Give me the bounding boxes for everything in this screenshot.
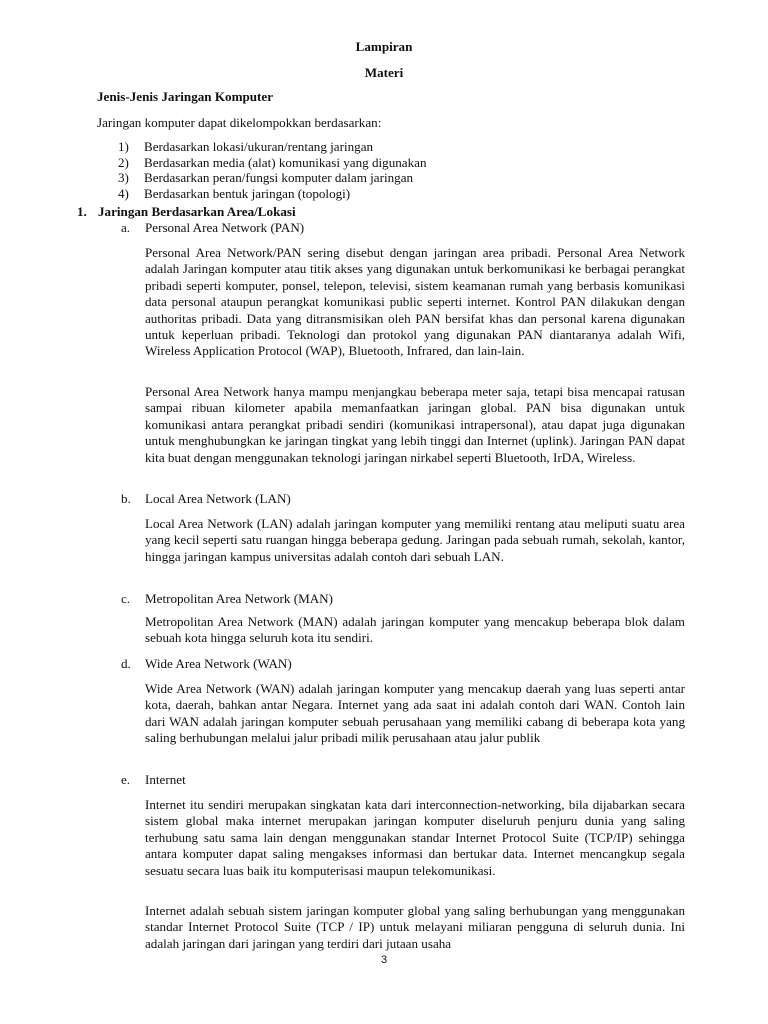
- list-text: Berdasarkan media (alat) komunikasi yang digunakan: [144, 154, 427, 170]
- list-text: Berdasarkan bentuk jaringan (topologi): [144, 185, 351, 201]
- subsection-letter: d.: [121, 656, 131, 671]
- wan-paragraph: Wide Area Network (WAN) adalah jaringan komputer yang mencakup daerah yang luas seperti antar kota, daerah, bahkan antar Negara. Internet yang ada saat ini adalah contoh dari WAN. Contoh lain dari WAN adalah jaringan komputer sebuah perusahaan yang memiliki cabang di beberapa kota yang saling berhubungan melalui jalur pribadi milik perusahaan atau jalur publik: [145, 681, 685, 746]
- subsection-letter: b.: [121, 491, 131, 506]
- subsection-man-heading: [121, 591, 333, 607]
- section-number: 1.: [77, 204, 87, 219]
- page-title: Lampiran: [355, 39, 413, 54]
- list-text: Berdasarkan lokasi/ukuran/rentang jaringan: [144, 139, 374, 154]
- page-subtitle: Materi: [364, 65, 404, 80]
- pan-paragraph-1: Personal Area Network/PAN sering disebut dengan jaringan area pribadi. Personal Area Network adalah Jaringan komputer atau titik akses yang digunakan untuk berkomunikasi ke berbagai perangkat pribadi seperti komputer, ponsel, telepon, televisi, sistem keamanan rumah yang berbasis komunikasi data personal ataupun perangkat komunikasi public seperti internet. Kontrol PAN dilakukan dengan authoritas pribadi. Data yang ditransmisikan oleh PAN bersifat khas dan personal karena digunakan untuk keperluan pribadi. Teknologi dan protokol yang digunakan PAN diantaranya adalah Wifi, Wireless Application Protocol (WAP), Bluetooth, Infrared, dan lain-lain.: [145, 245, 685, 359]
- subsection-title: Metropolitan Area Network (MAN): [145, 591, 333, 606]
- subsection-title: Wide Area Network (WAN): [145, 656, 292, 671]
- internet-paragraph-2: Internet adalah sebuah sistem jaringan komputer global yang saling berhubungan yang menggunakan standar Internet Protocol Suite (TCP / IP) untuk melayani miliaran pengguna di seluruh dunia. Ini adalah jaringan dari jaringan yang terdiri dari jutaan usaha: [145, 903, 685, 951]
- list-number: 2): [118, 154, 129, 170]
- list-number: 3): [118, 170, 129, 185]
- list-item: [118, 139, 427, 155]
- subsection-internet-heading: [121, 772, 186, 788]
- list-item: [118, 155, 427, 171]
- subsection-title: Local Area Network (LAN): [145, 491, 291, 506]
- section-heading: Jenis-Jenis Jaringan Komputer: [97, 89, 274, 104]
- subsection-pan-heading: [121, 220, 304, 236]
- list-item: [118, 170, 427, 186]
- subsection-letter: c.: [121, 591, 131, 606]
- list-text: Berdasarkan peran/fungsi komputer dalam jaringan: [144, 170, 414, 185]
- list-number: 1): [118, 139, 129, 154]
- subsection-wan-heading: [121, 656, 292, 672]
- list-item: [118, 186, 427, 202]
- man-paragraph: Metropolitan Area Network (MAN) adalah jaringan komputer yang mencakup beberapa blok dalam sebuah kota hingga seluruh kota itu sendiri.: [145, 614, 685, 646]
- subsection-title: Internet: [145, 772, 186, 787]
- subsection-letter: a.: [121, 220, 131, 235]
- pan-paragraph-2: Personal Area Network hanya mampu menjangkau beberapa meter saja, tetapi bisa mencapai ratusan sampai ribuan kilometer apabila memanfaatkan jaringan global. PAN bisa digunakan untuk komunikasi antara perangkat pribadi sendiri (komunikasi intrapersonal), atau dapat juga digunakan untuk menghubungkan ke jaringan tingkat yang lebih tinggi dan Internet (uplink). Jaringan PAN dapat kita buat dengan menggunakan teknologi jaringan nirkabel seperti Bluetooth, IrDA, Wireless.: [145, 384, 685, 465]
- criteria-list: [118, 139, 427, 201]
- lan-paragraph: Local Area Network (LAN) adalah jaringan komputer yang memiliki rentang atau meliputi suatu area yang kecil seperti satu ruangan hingga beberapa gedung. Jaringan pada sebuah rumah, sekolah, kantor, hingga jaringan kampus universitas adalah contoh dari sebuah LAN.: [145, 516, 685, 564]
- internet-paragraph-1: Internet itu sendiri merupakan singkatan kata dari interconnection-networking, bila dijabarkan secara sistem global maka internet merupakan jaringan komputer diseluruh penjuru dunia yang saling terhubung satu sama lain dengan menggunakan standar Internet Protocol Suite (TCP/IP) sehingga antara komputer dapat saling mengakses informasi dan bertukar data. Internet mencangkup segala sesuatu secara luas baik itu komputerisasi maupun telekomunikasi.: [145, 797, 685, 878]
- subsection-letter: e.: [121, 772, 131, 787]
- list-number: 4): [118, 185, 129, 201]
- page-number: 3: [380, 954, 388, 966]
- subsection-title: Personal Area Network (PAN): [145, 220, 305, 235]
- section-1-heading: [77, 204, 296, 220]
- subsection-lan-heading: [121, 491, 291, 507]
- section-title: Jaringan Berdasarkan Area/Lokasi: [98, 204, 296, 219]
- intro-text: Jaringan komputer dapat dikelompokkan berdasarkan:: [97, 115, 382, 130]
